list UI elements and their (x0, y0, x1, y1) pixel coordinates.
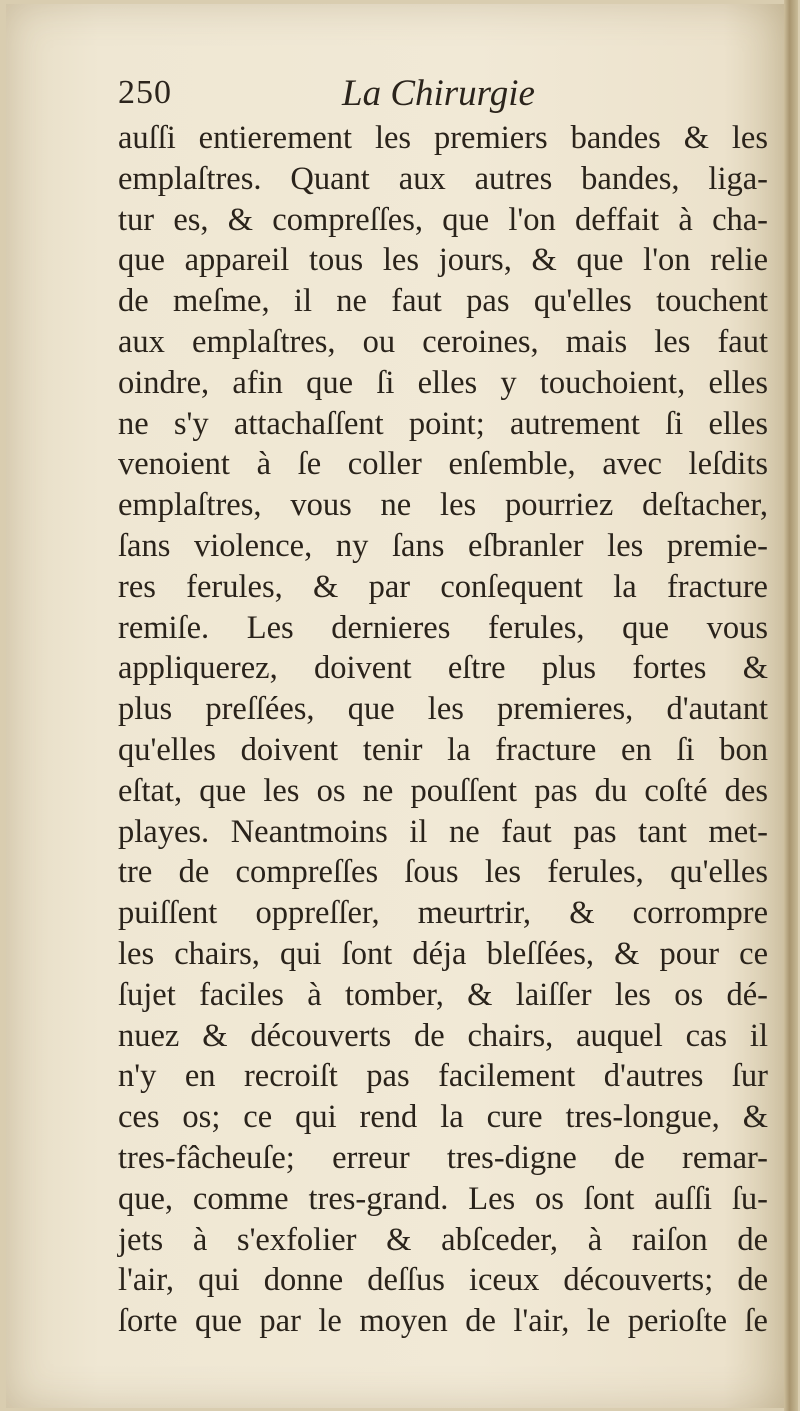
text-line: remiſe. Les dernieres ferules, que vous (118, 609, 768, 646)
page-edge (784, 0, 798, 1411)
text-line: ne s'y attachaſſent point; autrement ſi elles (118, 405, 768, 442)
text-line: venoient à ſe coller enſemble, avec leſdits (118, 446, 768, 483)
text-line: oindre, afin que ſi elles y touchoient, elles (118, 364, 768, 401)
book-page (6, 4, 786, 1408)
text-line: ſujet faciles à tomber, & laiſſer les os dé- (118, 976, 768, 1013)
running-title: La Chirurgie (342, 73, 535, 114)
text-line: que appareil tous les jours, & que l'on relie (118, 242, 768, 279)
text-line: que, comme tres-grand. Les os ſont auſſi ſu- (118, 1180, 768, 1217)
text-line: nuez & découverts de chairs, auquel cas il (118, 1017, 768, 1054)
text-line: tre de compreſſes ſous les ferules, qu'elles (118, 854, 768, 891)
page-number: 250 (118, 74, 172, 111)
text-line: auſſi entierement les premiers bandes & les (118, 120, 768, 156)
text-line: puiſſent oppreſſer, meurtrir, & corrompre (118, 895, 768, 932)
text-line: eſtat, que les os ne pouſſent pas du coſté des (118, 772, 768, 809)
text-line: de meſme, il ne faut pas qu'elles touchent (118, 283, 768, 320)
text-line: l'air, qui donne deſſus iceux découverts; de (118, 1262, 768, 1299)
text-line: emplaſtres. Quant aux autres bandes, liga- (118, 160, 768, 197)
text-line: tur es, & compreſſes, que l'on deffait à cha- (118, 201, 768, 238)
text-line: appliquerez, doivent eſtre plus fortes & (118, 650, 768, 687)
text-line: les chairs, qui ſont déja bleſſées, & pour ce (118, 935, 768, 972)
text-line: qu'elles doivent tenir la fracture en ſi bon (118, 731, 768, 768)
text-line: emplaſtres, vous ne les pourriez deſtacher, (118, 487, 768, 524)
text-line: plus preſſées, que les premieres, d'autant (118, 691, 768, 728)
page-header (118, 74, 758, 118)
text-line: n'y en recroiſt pas facilement d'autres ſur (118, 1058, 768, 1095)
text-line: tres-fâcheuſe; erreur tres-digne de remar- (118, 1139, 768, 1176)
text-line: jets à s'exfolier & abſceder, à raiſon de (118, 1221, 768, 1258)
body-text (118, 118, 768, 1342)
text-line: playes. Neantmoins il ne faut pas tant met- (118, 813, 768, 850)
text-line: res ferules, & par conſequent la fracture (118, 568, 768, 605)
text-line: ſorte que par le moyen de l'air, le perioſte ſe (118, 1303, 768, 1340)
text-line: ces os; ce qui rend la cure tres-longue, & (118, 1099, 768, 1136)
text-line: ſans violence, ny ſans eſbranler les premie- (118, 527, 768, 564)
text-line: aux emplaſtres, ou ceroines, mais les faut (118, 323, 768, 360)
